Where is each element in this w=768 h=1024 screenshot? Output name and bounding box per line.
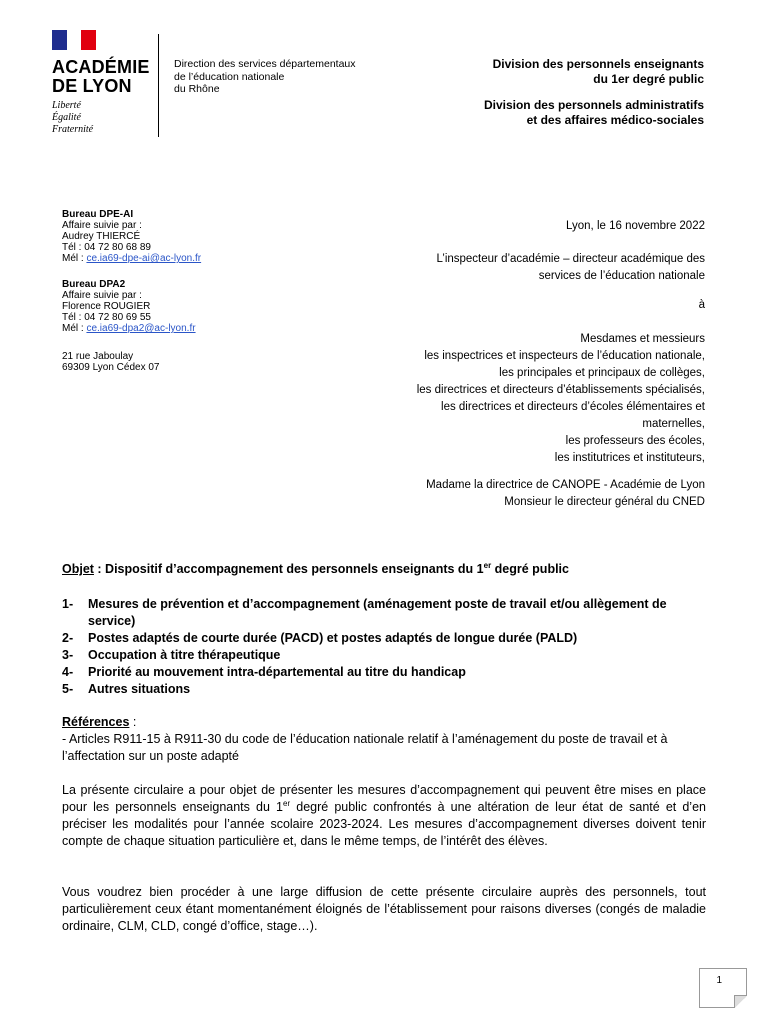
recipient-line: les professeurs des écoles, xyxy=(565,435,705,447)
recipient-line: les inspectrices et inspecteurs de l’éducation nationale, xyxy=(424,350,705,362)
contact-mel xyxy=(62,323,196,334)
references-section xyxy=(62,714,706,765)
bureau-name: Bureau DPE-AI xyxy=(62,209,134,220)
contact-bureau-dpe-ai xyxy=(62,209,201,264)
paragraph1-text: La présente circulaire a pour objet de présenter les mesures d’accompagnement qui peuvent être mises en place pour les personnels enseignants du 1 xyxy=(62,783,706,814)
paragraph1-sup: er xyxy=(283,798,291,808)
division2-line2: et des affaires médico-sociales xyxy=(526,113,704,127)
paragraph-intro xyxy=(62,782,706,850)
topics-list xyxy=(62,596,706,698)
list-number: 1- xyxy=(62,597,74,611)
email-link[interactable]: ce.ia69-dpa2@ac-lyon.fr xyxy=(86,323,196,334)
recipient-line: les directrices et directeurs d’écoles élémentaires et xyxy=(441,401,705,413)
contact-tel: Tél : 04 72 80 69 55 xyxy=(62,312,151,323)
list-item xyxy=(62,630,706,647)
recipient-line: les directrices et directeurs d’établissements spécialisés, xyxy=(416,384,705,396)
recipient-line: maternelles, xyxy=(642,418,705,430)
dsden-line3: du Rhône xyxy=(174,83,220,95)
paragraph1-text-end: degré public confrontés à une altération de leur état de santé et d’en préciser les modalités pour l’année scolaire 2023-2024. Les mesures d’accompagnement diverses doivent tenir compte de chaque situation particulière et, dans le même temps, de l’intérêt des élèves. xyxy=(62,800,706,848)
sender-line1: L’inspecteur d’académie – directeur académique des xyxy=(436,253,705,265)
division-enseignants xyxy=(493,57,704,87)
objet-line xyxy=(62,561,706,578)
devise-liberte: Liberté xyxy=(52,100,81,111)
a-label: à xyxy=(698,299,705,311)
bureau-name: Bureau DPA2 xyxy=(62,279,126,290)
academie-line2: DE LYON xyxy=(52,76,132,96)
division2-line1: Division des personnels administratifs xyxy=(483,98,704,112)
list-text: Mesures de prévention et d’accompagnement (aménagement poste de travail et/ou allègement de service) xyxy=(88,597,667,628)
objet-sup: er xyxy=(483,560,492,570)
list-text: Postes adaptés de courte durée (PACD) et postes adaptés de longue durée (PALD) xyxy=(88,631,578,645)
extra-recipients xyxy=(426,477,705,511)
contact-person: Florence ROUGIER xyxy=(62,301,151,312)
address-street: 21 rue Jaboulay xyxy=(62,351,134,362)
page-number: 1 xyxy=(716,975,722,986)
page-number-box xyxy=(699,968,747,1008)
academie-logo xyxy=(52,30,152,136)
division1-line1: Division des personnels enseignants xyxy=(492,57,704,71)
references-heading: Références xyxy=(62,715,130,729)
sender-line2: services de l’éducation nationale xyxy=(538,270,705,282)
recipient-cned: Monsieur le directeur général du CNED xyxy=(504,496,705,508)
address-city: 69309 Lyon Cédex 07 xyxy=(62,362,160,373)
list-item xyxy=(62,596,706,630)
devise xyxy=(52,100,152,136)
affaire-suivie: Affaire suivie par : xyxy=(62,290,142,301)
contact-person: Audrey THIERCÉ xyxy=(62,231,141,242)
recipient-line: les principales et principaux de collèges, xyxy=(499,367,705,379)
academie-line1: ACADÉMIE xyxy=(52,57,150,77)
dsden-label xyxy=(174,58,356,96)
references-heading-line xyxy=(62,714,706,731)
marianne-flag-icon xyxy=(52,30,96,50)
objet-label: Objet xyxy=(62,562,94,576)
recipient-canope: Madame la directrice de CANOPE - Académie de Lyon xyxy=(426,479,705,491)
dsden-line2: de l’éducation nationale xyxy=(174,70,285,83)
page-curl-icon xyxy=(734,995,747,1008)
references-colon: : xyxy=(129,715,137,729)
list-number: 5- xyxy=(62,682,74,696)
list-number: 2- xyxy=(62,631,74,645)
division-administratifs xyxy=(484,98,704,128)
mel-label: Mél : xyxy=(62,253,87,264)
academie-name xyxy=(52,58,152,96)
list-item xyxy=(62,681,706,698)
contact-bureau-dpa2 xyxy=(62,279,196,334)
contact-tel: Tél : 04 72 80 68 89 xyxy=(62,242,151,253)
mel-label: Mél : xyxy=(62,323,87,334)
division1-line2: du 1er degré public xyxy=(593,72,704,86)
devise-egalite: Égalité xyxy=(52,112,81,123)
list-number: 4- xyxy=(62,665,74,679)
references-text: - Articles R911-15 à R911-30 du code de l’éducation nationale relatif à l’aménagement du poste de travail et à l’affectation sur un poste adapté xyxy=(62,732,668,763)
list-text: Occupation à titre thérapeutique xyxy=(88,648,281,662)
header-divider xyxy=(158,34,159,137)
devise-fraternite: Fraternité xyxy=(52,124,94,135)
recipients-block xyxy=(417,331,705,467)
objet-text: : Dispositif d’accompagnement des personnels enseignants du 1 xyxy=(93,562,484,576)
list-number: 3- xyxy=(62,648,74,662)
postal-address xyxy=(62,351,160,373)
list-text: Priorité au mouvement intra-départemental au titre du handicap xyxy=(88,665,466,679)
recipient-line: les institutrices et instituteurs, xyxy=(554,452,705,464)
paragraph-diffusion: Vous voudrez bien procéder à une large diffusion de cette présente circulaire auprès des personnels, tout particulièrement ceux étant momentanément éloignés de l’établissement pour raisons diverses (congés de maladie ordinaire, CLM, CLD, congé d’office, stage…). xyxy=(62,885,706,933)
sender-block xyxy=(437,251,706,285)
objet-text-end: degré public xyxy=(491,562,569,576)
recipient-line: Mesdames et messieurs xyxy=(580,333,705,345)
letter-date: Lyon, le 16 novembre 2022 xyxy=(566,220,705,232)
dsden-line1: Direction des services départementaux xyxy=(174,58,356,70)
contact-mel xyxy=(62,253,201,264)
list-text: Autres situations xyxy=(88,682,191,696)
email-link[interactable]: ce.ia69-dpe-ai@ac-lyon.fr xyxy=(86,253,202,264)
list-item xyxy=(62,647,706,664)
list-item xyxy=(62,664,706,681)
affaire-suivie: Affaire suivie par : xyxy=(62,220,142,231)
